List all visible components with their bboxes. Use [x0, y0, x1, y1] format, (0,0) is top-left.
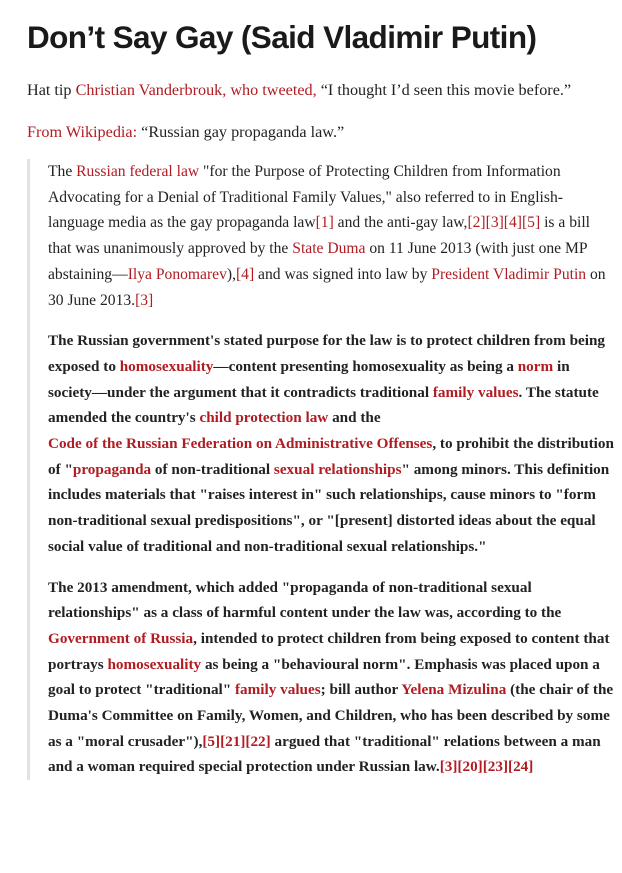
wikipedia-topic: “Russian gay propaganda law.”	[137, 123, 345, 141]
wikipedia-link[interactable]: From Wikipedia:	[27, 123, 138, 141]
text: on 11 June 2013 (with just one MP abstaining—	[48, 240, 587, 283]
link-state-duma[interactable]: State Duma	[292, 240, 366, 258]
link-propaganda[interactable]: propaganda	[72, 460, 152, 478]
link-homosexuality[interactable]: homosexuality	[119, 357, 214, 375]
intro-prefix: Hat tip	[27, 81, 76, 99]
text: . The statute amended the country's	[48, 383, 599, 427]
intro-paragraph	[27, 79, 612, 102]
text: and the	[328, 409, 381, 427]
text: The	[48, 163, 77, 180]
citation-link[interactable]: [5][21][22]	[202, 732, 271, 750]
text: of non-traditional	[151, 460, 274, 478]
article	[27, 0, 612, 780]
text: is a bill that was unanimously approved by the	[48, 214, 590, 258]
link-child-protection-law[interactable]: child protection law	[199, 409, 329, 427]
text: ),	[226, 265, 236, 283]
wikipedia-blockquote	[27, 159, 615, 780]
text: and was signed into law by	[254, 265, 432, 283]
link-russian-federal-law[interactable]: Russian federal law	[76, 163, 200, 180]
text: (the chair of the Duma's Committee on Family, Women, and Children, who has been described by some as a "moral crusader"),	[48, 681, 614, 750]
link-government-of-russia[interactable]: Government of Russia	[48, 629, 194, 647]
link-ilya-ponomarev[interactable]: Ilya Ponomarev	[127, 265, 227, 283]
intro-quote: “I thought I’d seen this movie before.”	[316, 81, 572, 99]
page-title: Don’t Say Gay (Said Vladimir Putin)	[27, 19, 537, 55]
text: argued that "traditional" relations between a man and a woman required special protection under Russian law.	[48, 732, 601, 776]
link-code-of-administrative-offenses[interactable]: Code of the Russian Federation on Administrative Offenses	[48, 435, 433, 453]
citation-link[interactable]: [3]	[135, 291, 154, 309]
text: " among minors. This definition includes materials that "raises interest in" such relationships, cause minors to "form non-traditional sexual predispositions", or "[present] distorted ideas about the equal social value of traditional and non-traditional sexual relationships."	[48, 460, 610, 555]
text: ; bill author	[320, 681, 402, 699]
citation-link[interactable]: [3][20][23][24]	[439, 758, 534, 776]
text: on 30 June 2013.	[48, 265, 606, 309]
quote-paragraph-1	[48, 159, 615, 313]
quote-paragraph-3	[48, 575, 615, 781]
link-sexual-relationships[interactable]: sexual relationships	[273, 460, 402, 478]
quote-paragraph-2	[48, 328, 615, 559]
text: —content presenting homosexuality as being a	[213, 357, 518, 375]
text: "for the Purpose of Protecting Children from Information Advocating for a Denial of Traditional Family Values," also referred to in English-language media as the gay propaganda law	[48, 163, 563, 232]
citation-link[interactable]: [4]	[235, 265, 255, 283]
text: , intended to protect children from being exposed to content that portrays	[48, 629, 610, 673]
citation-link[interactable]: [1]	[315, 214, 334, 232]
text: The 2013 amendment, which added "propaganda of non-traditional sexual relationships" as a class of harmful content under the law was, according to the	[48, 578, 562, 622]
text: and the anti-gay law,	[333, 214, 468, 232]
citation-link[interactable]: [2][3][4][5]	[467, 214, 541, 232]
link-homosexuality[interactable]: homosexuality	[107, 655, 202, 673]
link-president-putin[interactable]: President Vladimir Putin	[431, 265, 587, 283]
link-family-values[interactable]: family values	[235, 681, 321, 699]
text: The Russian government's stated purpose for the law is to protect children from being exposed to	[48, 332, 606, 375]
text: as being a "behavioural norm". Emphasis was placed upon a goal to protect "traditional"	[48, 655, 600, 699]
text: in society—under the argument that it contradicts traditional	[48, 357, 570, 401]
link-family-values[interactable]: family values	[432, 383, 519, 401]
text: , to prohibit the distribution of "	[48, 435, 614, 478]
wikipedia-line	[27, 121, 612, 144]
tweet-link[interactable]: Christian Vanderbrouk, who tweeted,	[75, 81, 317, 99]
link-yelena-mizulina[interactable]: Yelena Mizulina	[401, 681, 507, 699]
link-norm[interactable]: norm	[517, 357, 554, 375]
